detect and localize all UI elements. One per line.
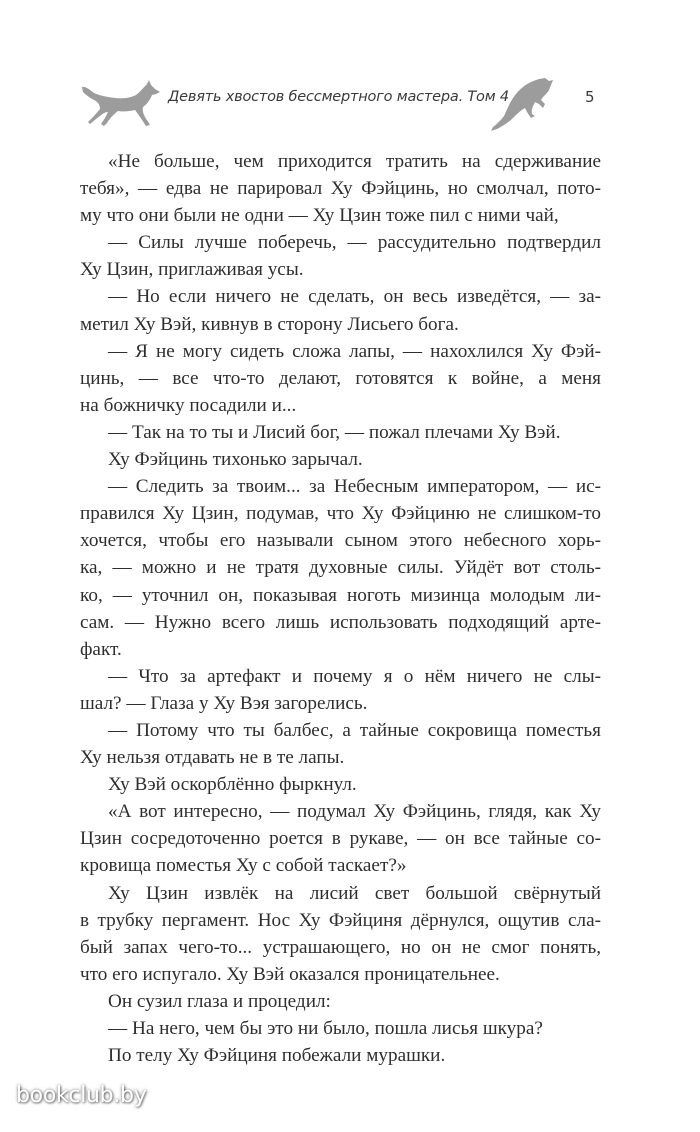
text-line: — Следить за твоим... за Небесным императором, — ис- (108, 476, 601, 498)
text-line: Ху Вэй оскорблённо фыркнул. (108, 774, 357, 796)
running-fox-icon (80, 78, 162, 128)
text-line: — Силы лучше поберечь, — рассудительно подтвердил (108, 232, 601, 254)
running-header (70, 72, 630, 132)
text-line: хочется, чтобы его называли сыном этого небесного хорь- (80, 530, 601, 552)
text-line: По телу Ху Фэйциня побежали мурашки. (108, 1045, 446, 1067)
leaping-fox-icon (487, 76, 557, 132)
body-text (80, 148, 601, 1069)
text-line: «Не больше, чем приходится тратить на сдерживание (108, 151, 601, 172)
text-line: ко, — уточнил он, показывая ноготь мизинца молодым ли- (80, 584, 601, 606)
text-line: бый запах чего-то... устрашающего, но он не смог понять, (80, 936, 601, 958)
text-line: шал? — Глаза у Ху Вэя загорелись. (80, 692, 368, 714)
text-line: Ху Фэйцинь тихонько зарычал. (108, 449, 363, 471)
text-line: ка, — можно и не тратя духовные силы. Уйдёт вот столь- (80, 557, 601, 579)
text-line: — На него, чем бы это ни было, пошла лисья шкура? (108, 1018, 543, 1039)
text-line: Ху Цзин, приглаживая усы. (80, 259, 304, 281)
text-line: — Я не могу сидеть сложа лапы, — нахохлился Ху Фэй- (108, 340, 601, 362)
text-line: что его испугало. Ху Вэй оказался проницательнее. (80, 963, 500, 985)
text-line: сам. — Нужно всего лишь использовать подходящий арте- (80, 611, 601, 633)
text-line: — Так на то ты и Лисий бог, — пожал плечами Ху Вэй. (108, 421, 561, 443)
text-line: факт. (80, 638, 122, 660)
text-line: «А вот интересно, — подумал Ху Фэйцинь, глядя, как Ху (108, 801, 601, 823)
text-line: Ху нельзя отдавать не в те лапы. (80, 747, 345, 769)
watermark: bookclub.by (16, 1083, 147, 1108)
text-line: в трубку пергамент. Нос Ху Фэйциня дёрнулся, ощутив сла- (80, 909, 601, 931)
text-line: метил Ху Вэй, кивнув в сторону Лисьего бога. (80, 313, 459, 335)
text-line: правился Ху Цзин, подумав, что Ху Фэйциню не слишком-то (80, 503, 601, 525)
text-line: му что они были не одни — Ху Цзин тоже пил с ними чай, (80, 205, 559, 227)
text-line: тебя», — едва не парировал Ху Фэйцинь, но смолчал, пото- (80, 178, 601, 200)
text-line: Ху Цзин извлёк на лисий свет большой свёрнутый (108, 882, 601, 904)
running-header-title: Девять хвостов бессмертного мастера. Том 4 (168, 89, 509, 105)
text-line: — Но если ничего не сделать, он весь изведётся, — за- (108, 286, 601, 308)
text-line: Он сузил глаза и процедил: (108, 990, 331, 1012)
text-line: кровища поместья Ху с собой таскает?» (80, 855, 407, 877)
text-line: Цзин сосредоточенно роется в рукаве, — он все тайные со- (80, 828, 601, 850)
page-number: 5 (585, 88, 595, 106)
text-line: цинь, — все что-то делают, готовятся к войне, а меня (80, 367, 601, 389)
text-line: — Потому что ты балбес, а тайные сокровища поместья (108, 719, 601, 741)
text-line: на божничку посадили и... (80, 394, 297, 416)
text-line: — Что за артефакт и почему я о нём ничего не слы- (108, 665, 601, 687)
